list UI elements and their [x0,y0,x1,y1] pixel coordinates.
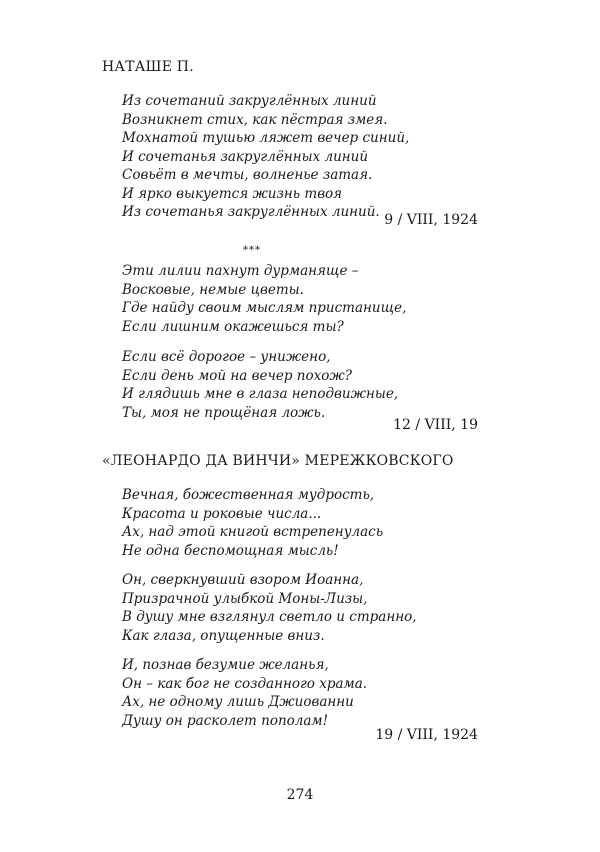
verse-line: Из сочетанья закруглённых линий. [122,204,380,220]
verse-line: Восковые, немые цветы. [122,281,304,298]
poem-title-natashe: НАТАШЕ П. [102,59,194,75]
verse-line: В душу мне взглянул светло и странно, [122,609,417,625]
poem-lilies-stanza-2 [122,348,398,422]
verse-line: Вечная, божественная мудрость, [122,487,375,503]
verse-line: Если день мой на вечер похож? [122,367,352,384]
poem-separator-stars: *** [243,245,261,256]
verse-line: Не одна беспомощная мысль! [122,542,339,559]
verse-line: И сочетанья закруглённых линий [122,148,369,165]
verse-line: Ах, над этой книгой встрепенулась [122,524,384,540]
verse-line: Душу он расколет пополам! [122,712,329,729]
verse-line: Он, сверкнувший взором Иоанна, [122,572,364,588]
verse-line: Из сочетаний закруглённых линий [122,93,377,109]
poem-natashe-date: 9 / VIII, 1924 [384,212,478,228]
verse-line: Совьёт в мечты, волненье затая. [122,167,373,183]
verse-line: Мохнатой тушью ляжет вечер синий, [122,130,410,146]
poem-lilies-stanza-1 [122,262,406,336]
verse-line: Призрачной улыбкой Моны-Лизы, [122,590,368,607]
verse-line: Как глаза, опущенные вниз. [122,627,325,644]
verse-line: Возникнет стих, как пёстрая змея. [122,111,388,128]
page-number: 274 [286,787,314,803]
poem-leonardo-stanza-2 [122,571,417,645]
verse-line: Если всё дорогое – унижено, [122,349,331,365]
poem-leonardo-stanza-1 [122,486,383,560]
verse-line: Ах, не одному лишь Джиованни [122,694,354,710]
poem-title-leonardo: «ЛЕОНАРДО ДА ВИНЧИ» МЕРЕЖКОВСКОГО [102,453,454,469]
poem-natashe-stanza [122,92,409,222]
verse-line: Красота и роковые числа... [122,505,322,522]
verse-line: Ты, моя не прощёная ложь. [122,404,326,421]
verse-line: И ярко выкуется жизнь твоя [122,185,343,202]
poem-leonardo-stanza-3 [122,656,367,730]
verse-line: Где найду своим мыслям пристанище, [122,300,407,316]
poem-lilies-date: 12 / VIII, 19 [393,417,478,433]
verse-line: Эти лилии пахнут дурманяще – [122,263,359,279]
verse-line: И глядишь мне в глаза неподвижные, [122,386,399,402]
verse-line: Он – как бог не созданного храма. [122,675,368,692]
poem-leonardo-date: 19 / VIII, 1924 [375,727,478,743]
verse-line: И, познав безумие желанья, [122,657,329,673]
verse-line: Если лишним окажешься ты? [122,318,344,335]
